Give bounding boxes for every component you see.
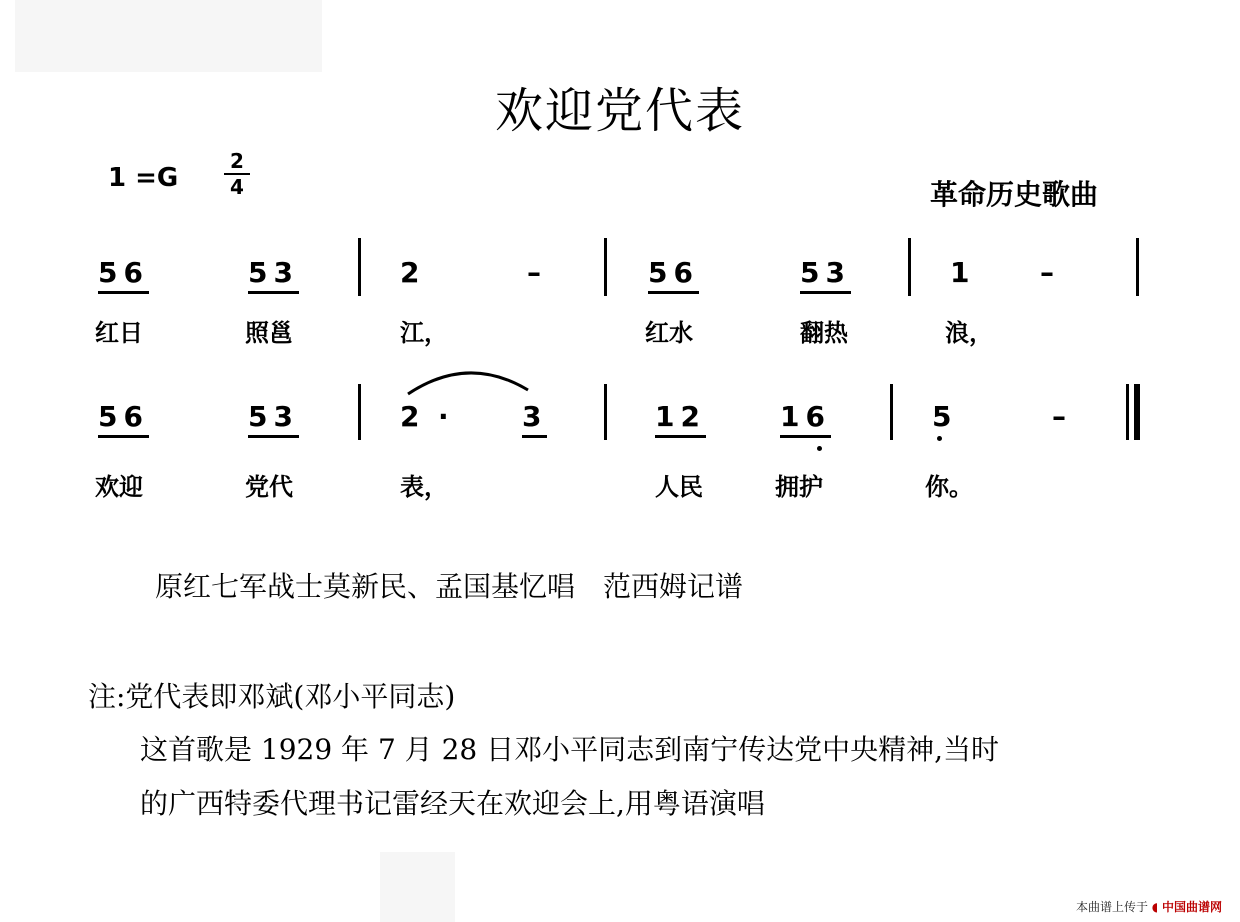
scan-shading <box>15 0 322 72</box>
lyric: 江， <box>400 319 448 347</box>
key-signature: 1 =G <box>108 163 179 193</box>
note-dash: – <box>1052 400 1072 433</box>
lyric: 红水 <box>645 319 693 347</box>
footer-prefix: 本曲谱上传于 <box>1075 900 1148 914</box>
note-group: 56 <box>648 256 699 294</box>
barline <box>604 384 607 440</box>
song-genre: 革命历史歌曲 <box>930 178 1099 211</box>
note-text: 这首歌是 1929 年 7 月 28 日邓小平同志到南宁传达党中央精神,当时 <box>140 733 1000 766</box>
time-bottom: 4 <box>230 175 244 199</box>
lyric: 表， <box>400 473 448 501</box>
note-group: 56 <box>98 256 149 294</box>
note-dash: – <box>1040 256 1060 289</box>
barline <box>358 238 361 296</box>
lyric: 翻热 <box>800 319 848 347</box>
song-title: 欢迎党代表 <box>494 83 745 139</box>
note-heading: 注:党代表即邓斌(邓小平同志) <box>88 680 456 713</box>
final-barline-thick <box>1134 384 1140 440</box>
note-group: 16 <box>780 400 831 438</box>
time-top: 2 <box>230 149 244 173</box>
lyric: 红日 <box>95 319 143 347</box>
lyric: 党代 <box>245 473 293 501</box>
note-text: 的广西特委代理书记雷经天在欢迎会上,用粤语演唱 <box>140 787 765 820</box>
note-dot: · <box>438 400 455 433</box>
barline <box>358 384 361 440</box>
note-dash: – <box>527 256 547 289</box>
note-group: 53 <box>248 256 299 294</box>
low-octave-dot <box>817 446 822 451</box>
note: 5 <box>932 400 958 433</box>
lyric: 人民 <box>655 473 703 501</box>
time-signature <box>222 150 252 198</box>
note: 2 <box>400 400 426 433</box>
barline <box>890 384 893 440</box>
footer-watermark <box>1076 898 1222 915</box>
note-group: 56 <box>98 400 149 438</box>
note-group: 12 <box>655 400 706 438</box>
low-octave-dot <box>937 436 942 441</box>
barline <box>1136 238 1139 296</box>
lyric: 照邕 <box>245 319 293 347</box>
barline <box>604 238 607 296</box>
site-logo-icon: ◖ <box>1151 900 1159 914</box>
scan-shading <box>380 852 455 922</box>
note: 1 <box>950 256 976 289</box>
barline <box>908 238 911 296</box>
lyric: 欢迎 <box>95 473 143 501</box>
lyric: 拥护 <box>775 473 823 501</box>
note: 3 <box>522 400 547 438</box>
lyric: 浪， <box>945 319 993 347</box>
credit-line: 原红七军战士莫新民、孟国基忆唱 范西姆记谱 <box>155 570 744 603</box>
final-barline-thin <box>1126 384 1129 440</box>
note: 2 <box>400 256 426 289</box>
slur-mark <box>398 360 538 400</box>
note-group: 53 <box>800 256 851 294</box>
note-group: 53 <box>248 400 299 438</box>
footer-site[interactable]: 中国曲谱网 <box>1161 900 1222 914</box>
lyric: 你。 <box>925 473 973 501</box>
